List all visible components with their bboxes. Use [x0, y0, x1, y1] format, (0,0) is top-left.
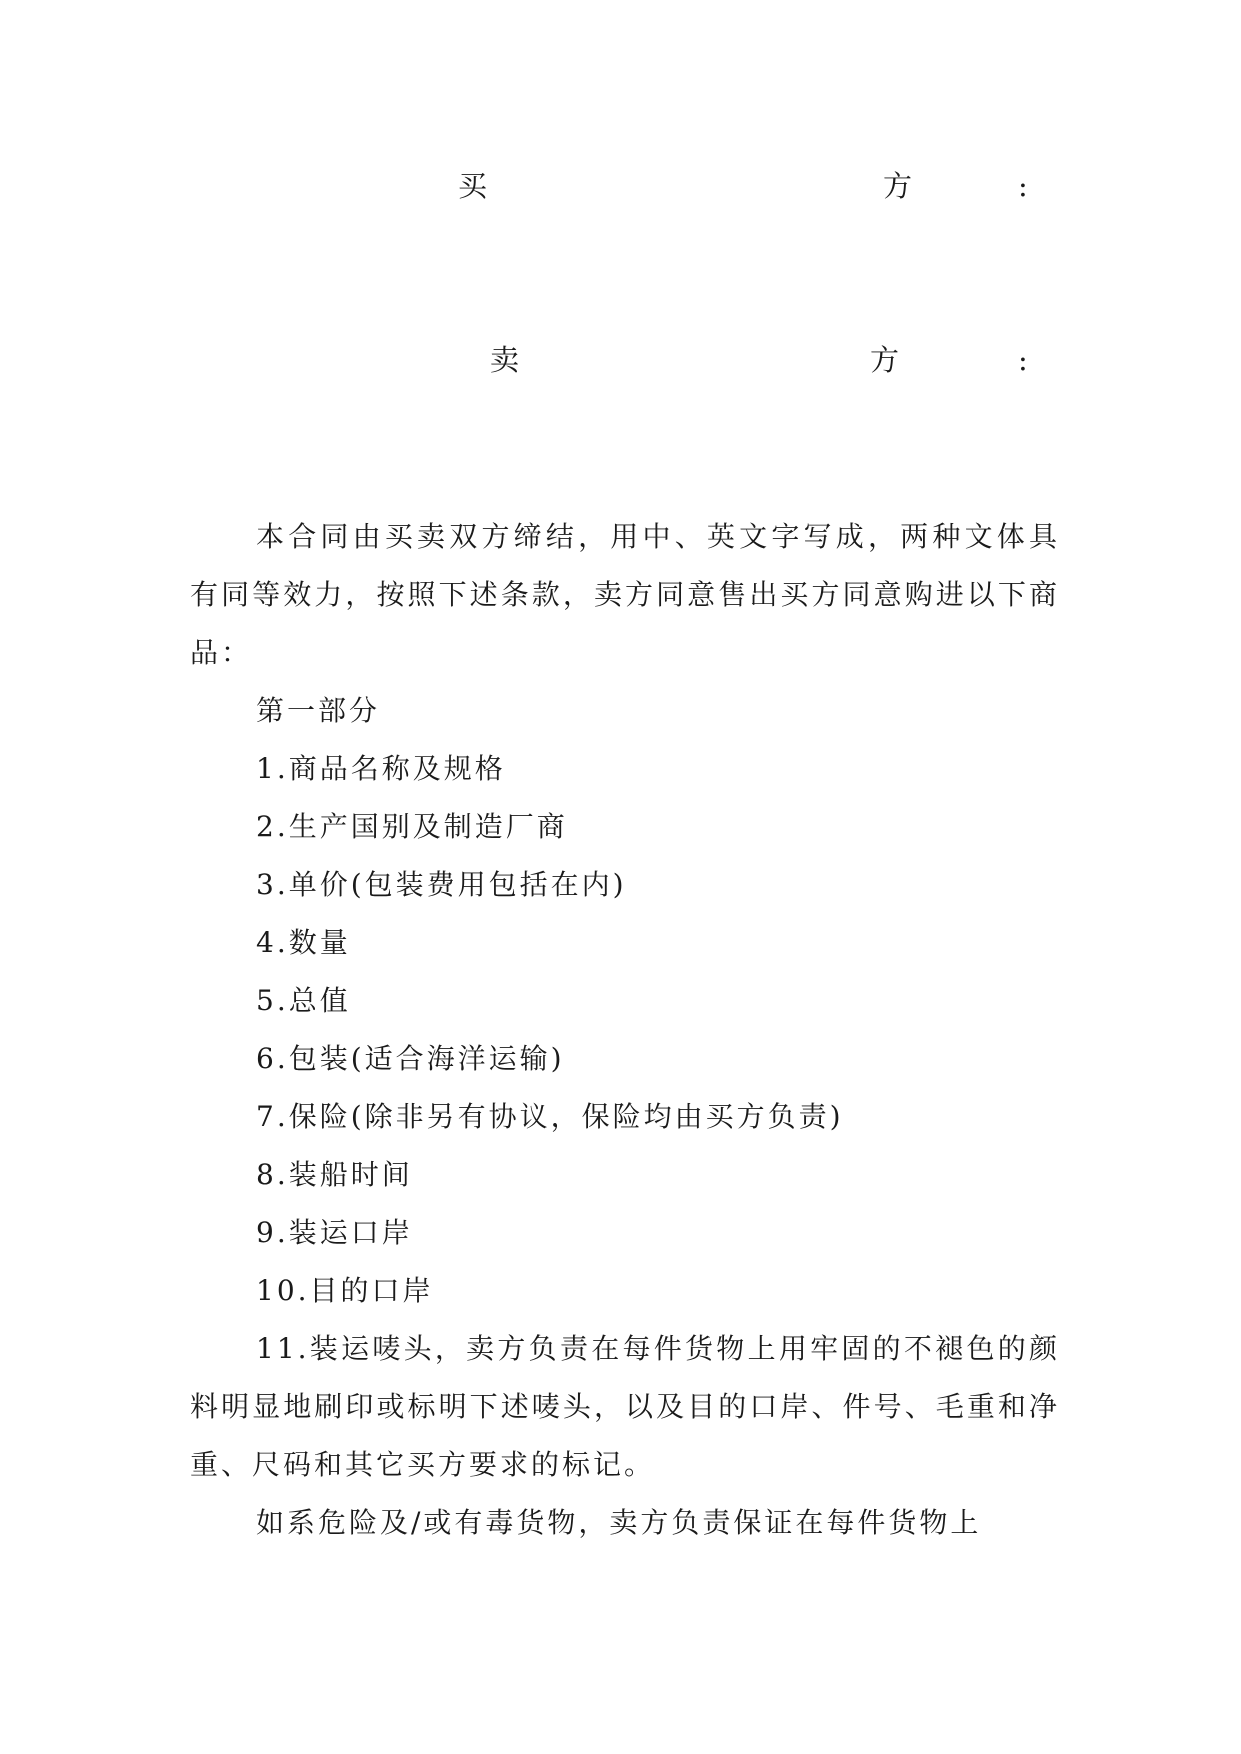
buyer-colon: : — [1018, 169, 1028, 203]
list-item: 3.单价(包装费用包括在内) — [256, 868, 627, 901]
intro-paragraph: 本合同由买卖双方缔结，用中、英文字写成，两种文体具有同等效力，按照下述条款，卖方同意售出买方同意购进以下商品： — [190, 520, 1060, 669]
list-item: 1.商品名称及规格 — [256, 752, 506, 785]
seller-label-char-2: 方 — [870, 343, 900, 377]
list-item: 8.装船时间 — [256, 1158, 413, 1191]
list-item: 10.目的口岸 — [256, 1274, 434, 1307]
list-item: 4.数量 — [256, 926, 351, 959]
seller-label-char-1: 卖 — [490, 343, 520, 377]
contract-body — [190, 508, 1060, 1552]
seller-colon: : — [1018, 343, 1028, 377]
buyer-label-char-2: 方 — [883, 169, 913, 203]
list-item: 9.装运口岸 — [256, 1216, 413, 1249]
hazardous-goods-paragraph: 如系危险及/或有毒货物，卖方负责保证在每件货物上 — [256, 1506, 982, 1539]
shipping-marks-paragraph: 11.装运唛头，卖方负责在每件货物上用牢固的不褪色的颜料明显地刷印或标明下述唛头，以及目的口岸、件号、毛重和净重、尺码和其它买方要求的标记。 — [190, 1332, 1060, 1481]
list-item: 2.生产国别及制造厂商 — [256, 810, 568, 843]
part-title: 第一部分 — [256, 694, 381, 727]
buyer-label-char-1: 买 — [458, 169, 488, 203]
list-item: 7.保险(除非另有协议，保险均由买方负责) — [256, 1100, 844, 1133]
list-item: 6.包装(适合海洋运输) — [256, 1042, 565, 1075]
list-item: 5.总值 — [256, 984, 351, 1017]
